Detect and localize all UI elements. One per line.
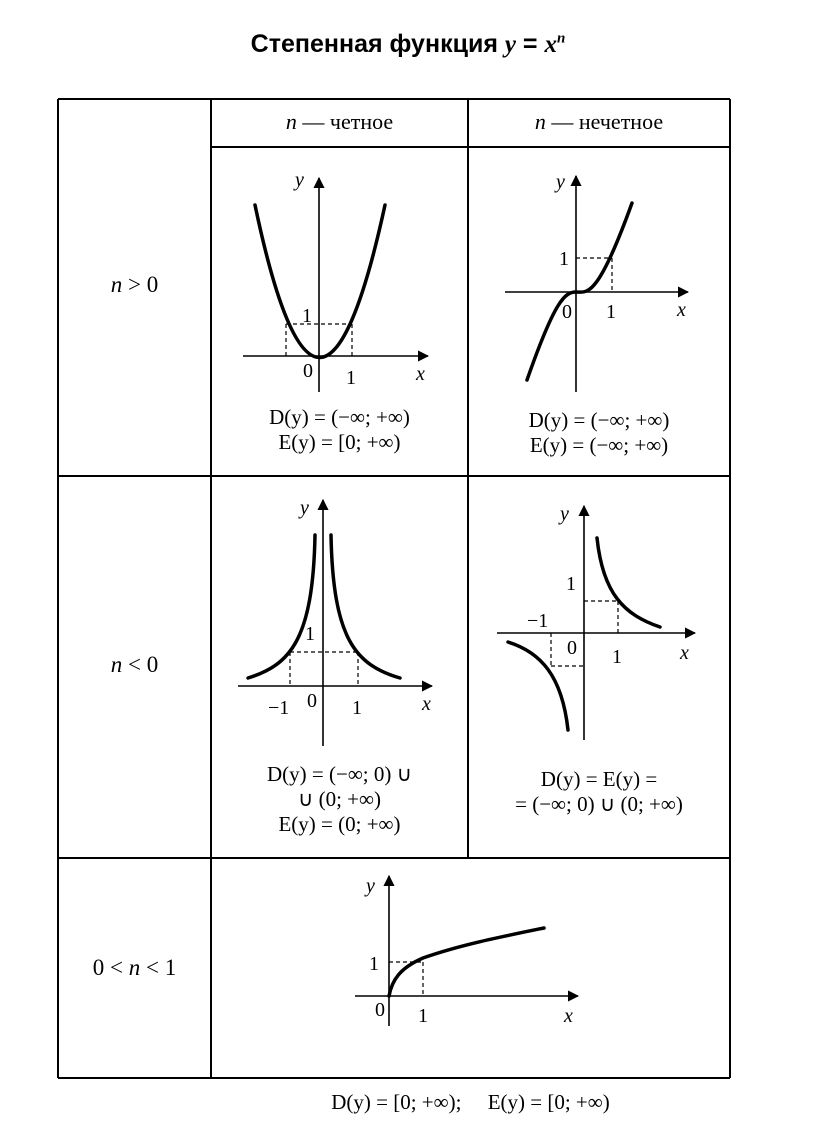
formula-line: D(y) = E(y) = xyxy=(540,767,658,791)
formula-line: D(y) = (−∞; 0) ∪ xyxy=(266,762,412,786)
tick-label-one-x: 1 xyxy=(612,646,622,668)
axis-x-label: x xyxy=(680,642,689,664)
formula-neg-even xyxy=(211,762,468,837)
header-even xyxy=(211,109,468,135)
axis-y-label: y xyxy=(556,171,565,193)
formula-pos-odd xyxy=(468,408,730,458)
formula-line: D(y) = [0; +∞); E(y) = [0; +∞) xyxy=(331,1090,610,1114)
tick-label-zero: 0 xyxy=(303,360,313,382)
axis-x-label: x xyxy=(416,363,425,385)
axis-y-label: y xyxy=(295,169,304,191)
tick-label-one-y: 1 xyxy=(305,623,315,645)
row-label-pre: 0 < xyxy=(92,955,129,980)
tick-label-one-x: 1 xyxy=(346,367,356,389)
row-label-fraction xyxy=(58,955,211,981)
row-label-positive xyxy=(58,272,211,298)
formula-line: E(y) = (−∞; +∞) xyxy=(529,433,669,457)
axis-x-label: x xyxy=(677,299,686,321)
formula-line: ∪ (0; +∞) xyxy=(297,787,381,811)
tick-label-minus-one: −1 xyxy=(527,610,549,632)
formula-neg-odd xyxy=(468,767,730,817)
graph-frac xyxy=(355,875,578,1027)
axis-y-label: y xyxy=(366,875,375,897)
formula-frac xyxy=(211,1040,730,1140)
tick-label-zero: 0 xyxy=(375,999,385,1021)
graph-neg-odd xyxy=(497,503,695,740)
header-even-var: n xyxy=(285,109,297,134)
title-formula-x: x xyxy=(544,31,557,58)
formula-pos-even xyxy=(211,405,468,455)
axis-y-label: y xyxy=(560,503,569,525)
tick-label-one-y: 1 xyxy=(369,953,379,975)
tick-label-one-x: 1 xyxy=(606,301,616,323)
formula-line: D(y) = (−∞; +∞) xyxy=(269,405,410,429)
graph-neg-even xyxy=(238,497,432,746)
tick-label-zero: 0 xyxy=(567,637,577,659)
row-label-post: > 0 xyxy=(122,272,159,297)
header-odd xyxy=(468,109,730,135)
tick-label-one-y: 1 xyxy=(302,305,312,327)
tick-label-minus-one: −1 xyxy=(268,697,290,719)
row-label-var: n xyxy=(110,652,123,677)
title-formula-y: y xyxy=(504,31,516,58)
graph-pos-even xyxy=(243,169,428,392)
row-label-var: n xyxy=(128,955,141,980)
formula-line: E(y) = (0; +∞) xyxy=(278,812,401,836)
axis-y-label: y xyxy=(300,497,309,519)
title-text: Степенная функция xyxy=(250,30,498,58)
title-formula-exp: n xyxy=(556,30,566,47)
formula-line: E(y) = [0; +∞) xyxy=(278,430,401,454)
axis-x-label: x xyxy=(422,693,431,715)
row-label-post: < 0 xyxy=(122,652,159,677)
header-even-text: — четное xyxy=(296,109,394,134)
formula-line: D(y) = (−∞; +∞) xyxy=(528,408,670,432)
title-formula-eq: = xyxy=(522,30,538,58)
header-odd-var: n xyxy=(534,109,546,134)
tick-label-one-x: 1 xyxy=(352,697,362,719)
tick-label-one-x: 1 xyxy=(418,1005,428,1027)
tick-label-zero: 0 xyxy=(307,690,317,712)
axis-x-label: x xyxy=(564,1005,573,1027)
row-label-negative xyxy=(58,652,211,678)
formula-line: = (−∞; 0) ∪ (0; +∞) xyxy=(515,792,683,816)
tick-label-zero: 0 xyxy=(562,301,572,323)
row-label-post: < 1 xyxy=(140,955,177,980)
tick-label-one-y: 1 xyxy=(566,573,576,595)
row-label-var: n xyxy=(110,272,123,297)
header-odd-text: — нечетное xyxy=(545,109,664,134)
graph-pos-odd xyxy=(505,171,688,392)
tick-label-one-y: 1 xyxy=(559,248,569,270)
